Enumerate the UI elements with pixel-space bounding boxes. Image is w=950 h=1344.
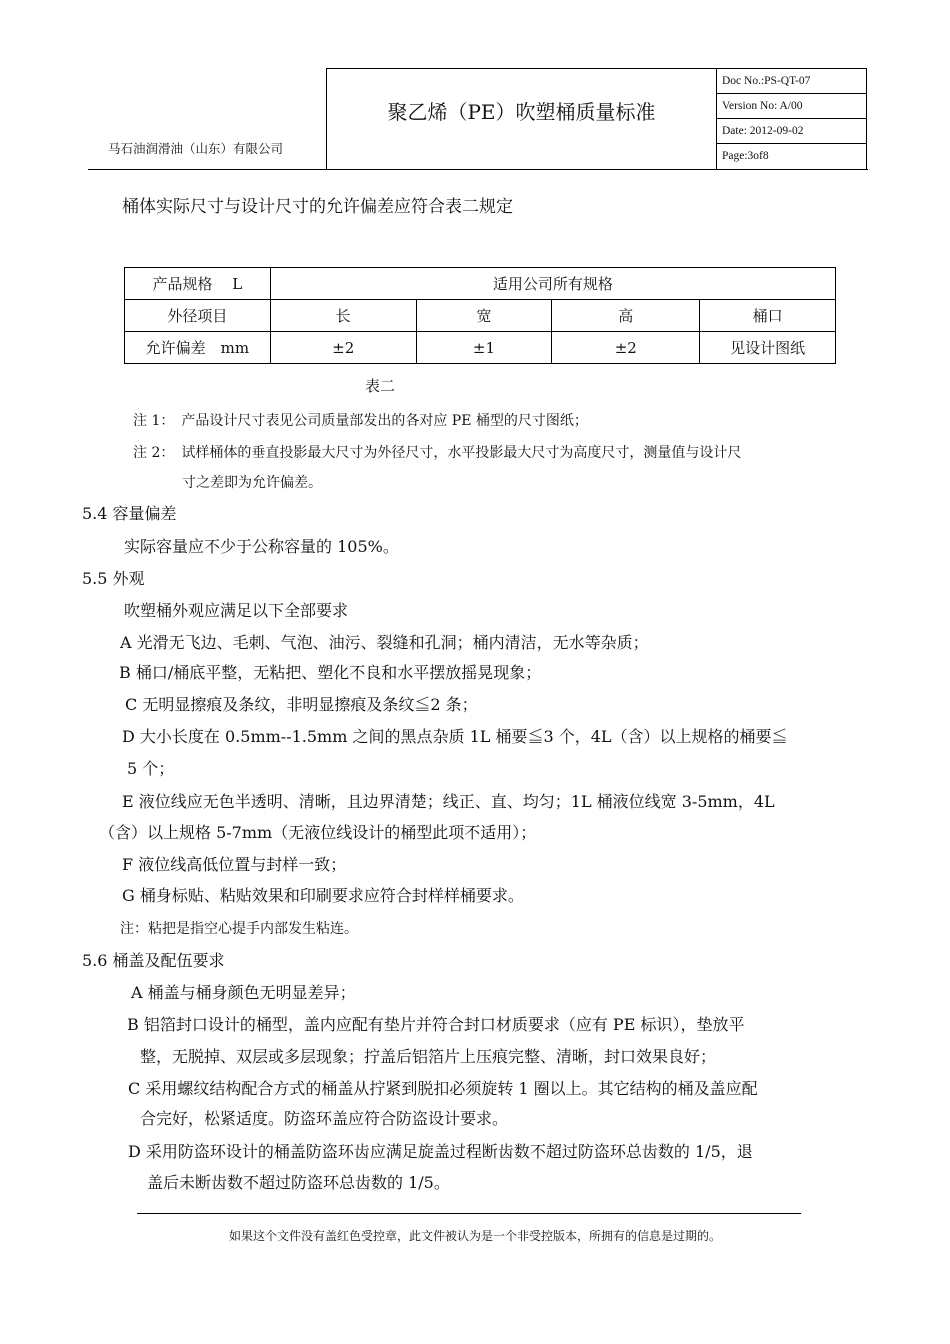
note-2: 注 2： 试样桶体的垂直投影最大尺寸为外径尺寸，水平投影最大尺寸为高度尺寸，测量值与设计尺 bbox=[133, 445, 742, 461]
doc-number: Doc No.:PS-QT-07 bbox=[717, 69, 866, 94]
section-text: 吹塑桶外观应满足以下全部要求 bbox=[124, 601, 349, 620]
intro-text: 桶体实际尺寸与设计尺寸的允许偏差应符合表二规定 bbox=[122, 197, 513, 217]
document-date: Date: 2012-09-02 bbox=[717, 119, 866, 144]
section-heading: 5.6 桶盖及配伍要求 bbox=[82, 951, 225, 970]
note-1: 注 1： 产品设计尺寸表见公司质量部发出的各对应 PE 桶型的尺寸图纸； bbox=[133, 413, 588, 429]
document-header bbox=[326, 68, 867, 170]
list-item: D 大小长度在 0.5mm--1.5mm 之间的黑点杂质 1L 桶要≦3 个，4L（含）以上规格的桶要≦ bbox=[122, 727, 788, 746]
list-item: B 桶口/桶底平整，无粘把、塑化不良和水平摆放摇晃现象； bbox=[119, 663, 542, 682]
table-cell: ±2 bbox=[270, 332, 416, 364]
footer-divider bbox=[137, 1213, 801, 1214]
list-item-continued: 盖后未断齿数不超过防盗环总齿数的 1/5。 bbox=[147, 1173, 450, 1192]
table-cell: 见设计图纸 bbox=[700, 332, 836, 364]
tolerance-table bbox=[124, 267, 836, 364]
section-text: 实际容量应不少于公称容量的 105%。 bbox=[124, 537, 399, 556]
list-item-continued: 5 个； bbox=[127, 759, 175, 778]
section-note: 注：粘把是指空心提手内部发生粘连。 bbox=[120, 921, 358, 937]
list-item-continued: （含）以上规格 5-7mm（无液位线设计的桶型此项不适用）； bbox=[99, 823, 537, 842]
list-item-continued: 合完好，松紧适度。防盗环盖应符合防盗设计要求。 bbox=[140, 1109, 509, 1128]
list-item: A 光滑无飞边、毛刺、气泡、油污、裂缝和孔洞；桶内清洁，无水等杂质； bbox=[120, 633, 649, 652]
table-cell: 允许偏差 mm bbox=[125, 332, 271, 364]
section-heading: 5.5 外观 bbox=[82, 569, 145, 588]
table-cell: 高 bbox=[552, 300, 700, 332]
table-cell: 宽 bbox=[416, 300, 552, 332]
list-item: C 采用螺纹结构配合方式的桶盖从拧紧到脱扣必须旋转 1 圈以上。其它结构的桶及盖应配 bbox=[128, 1079, 758, 1098]
company-name: 马石油润滑油（山东）有限公司 bbox=[108, 141, 284, 156]
page-number: Page:3of8 bbox=[722, 150, 769, 162]
table-cell: 适用公司所有规格 bbox=[270, 268, 835, 300]
note-2-continued: 寸之差即为允许偏差。 bbox=[182, 475, 322, 491]
footer-disclaimer: 如果这个文件没有盖红色受控章，此文件被认为是一个非受控版本，所拥有的信息是过期的。 bbox=[228, 1229, 721, 1243]
header-divider bbox=[88, 169, 868, 170]
table-cell: 长 bbox=[270, 300, 416, 332]
table-cell: ±2 bbox=[552, 332, 700, 364]
version-number: Version No: A/00 bbox=[717, 94, 866, 119]
table-row bbox=[125, 300, 836, 332]
section-heading: 5.4 容量偏差 bbox=[82, 504, 177, 523]
list-item: A 桶盖与桶身颜色无明显差异； bbox=[131, 983, 356, 1002]
list-item: C 无明显擦痕及条纹，非明显擦痕及条纹≦2 条； bbox=[125, 695, 478, 714]
list-item: E 液位线应无色半透明、清晰，且边界清楚；线正、直、均匀；1L 桶液位线宽 3-5mm，4L bbox=[122, 792, 775, 811]
table-cell: 桶口 bbox=[700, 300, 836, 332]
table-cell: 外径项目 bbox=[125, 300, 271, 332]
list-item: G 桶身标贴、粘贴效果和印刷要求应符合封样样桶要求。 bbox=[122, 886, 524, 905]
document-meta bbox=[717, 69, 866, 169]
list-item: B 铝箔封口设计的桶型，盖内应配有垫片并符合封口材质要求（应有 PE 标识），垫放平 bbox=[127, 1015, 745, 1034]
document-title: 聚乙烯（PE）吹塑桶质量标准 bbox=[387, 100, 656, 124]
table-row bbox=[125, 268, 836, 300]
list-item: D 采用防盗环设计的桶盖防盗环齿应满足旋盖过程断齿数不超过防盗环总齿数的 1/5，退 bbox=[128, 1142, 753, 1161]
table-caption: 表二 bbox=[365, 377, 396, 395]
list-item: F 液位线高低位置与封样一致； bbox=[122, 855, 347, 874]
title-cell bbox=[327, 69, 717, 169]
table-cell: 产品规格 L bbox=[125, 268, 271, 300]
table-cell: ±1 bbox=[416, 332, 552, 364]
table-row bbox=[125, 332, 836, 364]
list-item-continued: 整，无脱掉、双层或多层现象；拧盖后铝箔片上压痕完整、清晰，封口效果良好； bbox=[140, 1047, 717, 1066]
